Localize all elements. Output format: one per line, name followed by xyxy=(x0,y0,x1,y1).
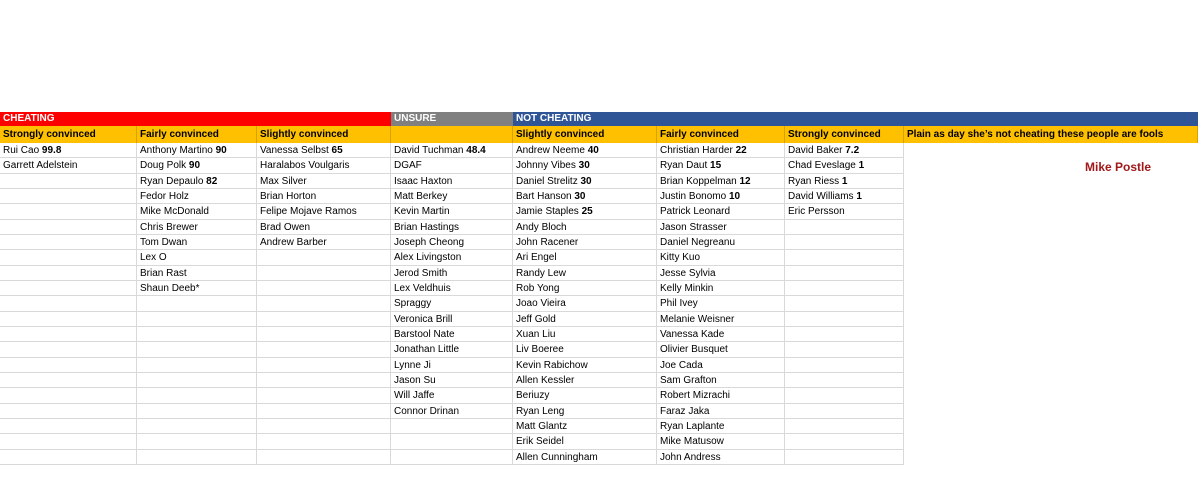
name-cell xyxy=(657,220,785,235)
name-cell xyxy=(137,312,257,327)
name-cell xyxy=(904,296,1198,311)
person-name: Kevin Rabichow xyxy=(516,359,588,371)
name-cell xyxy=(391,327,513,342)
name-cell xyxy=(513,250,657,265)
person-score: 48.4 xyxy=(466,145,486,156)
name-cell xyxy=(0,342,137,357)
name-cell xyxy=(657,450,785,465)
name-cell xyxy=(257,312,391,327)
person-name: Robert Mizrachi xyxy=(660,390,731,402)
name-cell xyxy=(657,404,785,419)
name-cell xyxy=(513,189,657,204)
category-not-cheating: NOT CHEATING xyxy=(513,112,904,126)
name-cell xyxy=(257,266,391,281)
person-name: David Tuchman xyxy=(394,145,464,156)
person-name: Max Silver xyxy=(260,175,307,187)
person-name: Rui Cao xyxy=(3,145,40,156)
name-cell xyxy=(785,342,904,357)
name-cell xyxy=(137,388,257,403)
person-score: 7.2 xyxy=(845,145,860,156)
name-cell xyxy=(257,189,391,204)
person-name: Brian Hastings xyxy=(394,221,460,233)
name-cell xyxy=(513,404,657,419)
name-cell xyxy=(785,189,904,204)
name-cell xyxy=(785,143,904,158)
person-name: Brad Owen xyxy=(260,221,311,233)
name-cell xyxy=(391,174,513,189)
name-cell xyxy=(785,358,904,373)
name-cell xyxy=(0,312,137,327)
name-cell xyxy=(137,158,257,173)
name-cell xyxy=(391,434,513,449)
person-name: Andrew Neeme xyxy=(516,145,585,156)
person-name: David Williams xyxy=(788,190,854,202)
name-cell xyxy=(513,235,657,250)
person-name: Joseph Cheong xyxy=(394,236,465,248)
person-name: Joe Cada xyxy=(660,359,703,371)
name-cell xyxy=(391,296,513,311)
name-cell xyxy=(785,158,904,173)
person-name: Kelly Minkin xyxy=(660,282,714,294)
person-name: Beriuzy xyxy=(516,390,550,402)
person-name: Erik Seidel xyxy=(516,436,564,448)
name-cell xyxy=(657,327,785,342)
person-name: Johnny Vibes xyxy=(516,160,576,172)
person-name: Isaac Haxton xyxy=(394,175,453,187)
person-name: Fedor Holz xyxy=(140,190,189,202)
name-cell xyxy=(904,174,1198,189)
name-cell xyxy=(257,281,391,296)
person-name: Felipe Mojave Ramos xyxy=(260,206,357,218)
name-cell xyxy=(513,388,657,403)
name-cell xyxy=(137,204,257,219)
category-unsure: UNSURE xyxy=(391,112,513,126)
name-cell xyxy=(904,220,1198,235)
name-cell xyxy=(137,434,257,449)
name-cell xyxy=(0,404,137,419)
person-name: Andrew Barber xyxy=(260,236,327,248)
name-cell xyxy=(904,450,1198,465)
name-cell xyxy=(137,358,257,373)
name-cell xyxy=(0,296,137,311)
name-cell xyxy=(137,373,257,388)
name-cell xyxy=(0,281,137,296)
person-name: Ryan Depaulo xyxy=(140,175,204,187)
person-name: Ryan Daut xyxy=(660,160,708,172)
column-6 xyxy=(785,143,904,465)
person-score: 15 xyxy=(710,160,722,172)
name-cell xyxy=(904,189,1198,204)
name-cell xyxy=(513,220,657,235)
name-cell xyxy=(257,158,391,173)
person-name: Shaun Deeb* xyxy=(140,282,200,294)
name-cell xyxy=(904,312,1198,327)
name-cell xyxy=(513,419,657,434)
name-cell xyxy=(257,450,391,465)
name-columns xyxy=(0,143,1198,465)
person-name: Alex Livingston xyxy=(394,252,462,264)
name-cell xyxy=(657,388,785,403)
name-cell xyxy=(657,158,785,173)
name-cell xyxy=(785,373,904,388)
subheader-cheating-strongly: Strongly convinced xyxy=(0,126,137,143)
person-name: Jerod Smith xyxy=(394,267,448,279)
name-cell xyxy=(785,388,904,403)
subheader-plain-as-day: Plain as day she’s not cheating these people are fools xyxy=(904,126,1198,143)
person-name: Andy Bloch xyxy=(516,221,567,233)
subheader-row xyxy=(0,126,1198,143)
person-name: Randy Lew xyxy=(516,267,567,279)
column-4 xyxy=(513,143,657,465)
person-score: 90 xyxy=(188,160,201,172)
name-cell xyxy=(785,266,904,281)
name-cell xyxy=(513,327,657,342)
person-name: John Andress xyxy=(660,451,721,463)
person-name: Ryan Riess xyxy=(788,175,840,187)
column-1 xyxy=(137,143,257,465)
name-cell xyxy=(904,434,1198,449)
name-cell xyxy=(904,358,1198,373)
name-cell xyxy=(391,235,513,250)
person-score: 1 xyxy=(858,160,865,172)
name-cell xyxy=(785,220,904,235)
name-cell xyxy=(257,373,391,388)
name-cell xyxy=(257,404,391,419)
person-name: Brian Koppelman xyxy=(660,175,737,187)
name-cell xyxy=(904,250,1198,265)
person-name: Chad Eveslage xyxy=(788,160,856,172)
person-name: Vanessa Kade xyxy=(660,328,725,340)
person-name: Matt Glantz xyxy=(516,420,568,432)
name-cell xyxy=(513,450,657,465)
name-cell xyxy=(0,158,137,173)
name-cell xyxy=(0,388,137,403)
person-name: Tom Dwan xyxy=(140,236,188,248)
person-name: Jesse Sylvia xyxy=(660,267,716,279)
name-cell xyxy=(657,204,785,219)
person-name: Kevin Martin xyxy=(394,206,450,218)
subheader-not-cheating-slightly: Slightly convinced xyxy=(513,126,657,143)
name-cell xyxy=(657,174,785,189)
name-cell xyxy=(391,342,513,357)
name-cell xyxy=(391,419,513,434)
name-cell xyxy=(137,189,257,204)
name-cell xyxy=(785,327,904,342)
person-name: Rob Yong xyxy=(516,282,560,294)
name-cell xyxy=(137,281,257,296)
name-cell xyxy=(657,419,785,434)
name-cell xyxy=(904,373,1198,388)
subheader-unsure xyxy=(391,126,513,143)
name-cell xyxy=(0,266,137,281)
name-cell xyxy=(137,220,257,235)
name-cell xyxy=(0,327,137,342)
name-cell xyxy=(513,204,657,219)
name-cell xyxy=(657,281,785,296)
name-cell xyxy=(904,158,1198,173)
name-cell xyxy=(904,404,1198,419)
name-cell xyxy=(391,189,513,204)
name-cell xyxy=(0,450,137,465)
person-name: Jeff Gold xyxy=(516,313,556,325)
name-cell xyxy=(137,296,257,311)
person-score: 82 xyxy=(206,175,218,187)
name-cell xyxy=(0,358,137,373)
subheader-not-cheating-fairly: Fairly convinced xyxy=(657,126,785,143)
person-name: Spraggy xyxy=(394,298,432,310)
name-cell xyxy=(657,358,785,373)
name-cell xyxy=(785,281,904,296)
person-name: Anthony Martino xyxy=(140,145,213,156)
person-name: David Baker xyxy=(788,145,843,156)
person-name: Melanie Weisner xyxy=(660,313,735,325)
person-name: Brian Horton xyxy=(260,190,317,202)
name-cell xyxy=(257,235,391,250)
name-cell xyxy=(0,143,137,158)
name-cell xyxy=(513,373,657,388)
name-cell xyxy=(391,373,513,388)
person-score: 99.8 xyxy=(41,145,62,156)
name-cell xyxy=(0,419,137,434)
name-cell xyxy=(657,189,785,204)
person-name: Kitty Kuo xyxy=(660,252,701,264)
person-score: 30 xyxy=(578,160,590,172)
name-cell xyxy=(0,250,137,265)
person-name: Doug Polk xyxy=(140,160,187,172)
name-cell xyxy=(657,373,785,388)
person-name: Justin Bonomo xyxy=(660,190,727,202)
person-name: Christian Harder xyxy=(660,145,733,156)
name-cell xyxy=(904,143,1198,158)
name-cell xyxy=(904,204,1198,219)
column-5 xyxy=(657,143,785,465)
name-cell xyxy=(513,434,657,449)
column-7 xyxy=(904,143,1198,465)
name-cell xyxy=(257,327,391,342)
name-cell xyxy=(257,174,391,189)
name-cell xyxy=(785,450,904,465)
name-cell xyxy=(785,296,904,311)
person-score: 1 xyxy=(856,190,862,202)
name-cell xyxy=(391,158,513,173)
name-cell xyxy=(257,358,391,373)
name-cell xyxy=(257,434,391,449)
name-cell xyxy=(137,266,257,281)
name-cell xyxy=(391,404,513,419)
person-name: Connor Drinan xyxy=(394,405,460,417)
name-cell xyxy=(0,204,137,219)
person-name: DGAF xyxy=(394,160,422,172)
person-name: Matt Berkey xyxy=(394,190,448,202)
person-score: 40 xyxy=(587,145,599,156)
name-cell xyxy=(785,419,904,434)
name-cell xyxy=(785,250,904,265)
name-cell xyxy=(257,388,391,403)
column-0 xyxy=(0,143,137,465)
name-cell xyxy=(785,312,904,327)
person-name: Bart Hanson xyxy=(516,190,572,202)
name-cell xyxy=(657,250,785,265)
name-cell xyxy=(657,143,785,158)
name-cell xyxy=(0,220,137,235)
name-cell xyxy=(785,404,904,419)
name-cell xyxy=(391,250,513,265)
name-cell xyxy=(391,312,513,327)
person-score: 10 xyxy=(728,190,741,202)
person-name: Lex Veldhuis xyxy=(394,282,451,294)
person-score: 65 xyxy=(331,145,343,156)
category-cheating: CHEATING xyxy=(0,112,391,126)
name-cell xyxy=(904,281,1198,296)
name-cell xyxy=(137,419,257,434)
name-cell xyxy=(904,235,1198,250)
name-cell xyxy=(513,358,657,373)
person-name: Lex O xyxy=(140,252,167,264)
name-cell xyxy=(657,342,785,357)
name-cell xyxy=(513,158,657,173)
person-name: Daniel Strelitz xyxy=(516,175,578,187)
name-cell xyxy=(257,296,391,311)
subheader-not-cheating-strongly: Strongly convinced xyxy=(785,126,904,143)
name-cell xyxy=(137,174,257,189)
person-score: 1 xyxy=(841,175,848,187)
person-name: Xuan Liu xyxy=(516,328,556,340)
name-cell xyxy=(0,235,137,250)
name-cell xyxy=(657,434,785,449)
name-cell xyxy=(785,204,904,219)
name-cell xyxy=(657,312,785,327)
category-row xyxy=(0,112,1198,126)
person-score: 22 xyxy=(735,145,747,156)
name-cell xyxy=(904,388,1198,403)
name-cell xyxy=(257,143,391,158)
person-name: Sam Grafton xyxy=(660,374,717,386)
name-cell xyxy=(0,373,137,388)
person-name: Ryan Leng xyxy=(516,405,565,417)
name-cell xyxy=(513,266,657,281)
name-cell xyxy=(391,450,513,465)
person-name: Lynne Ji xyxy=(394,359,431,371)
name-cell xyxy=(904,327,1198,342)
person-name: Garrett Adelstein xyxy=(3,160,78,172)
name-cell xyxy=(513,342,657,357)
person-name: Jason Strasser xyxy=(660,221,727,233)
name-cell xyxy=(137,250,257,265)
name-cell xyxy=(137,143,257,158)
name-cell xyxy=(513,143,657,158)
name-cell xyxy=(785,434,904,449)
name-cell xyxy=(257,250,391,265)
person-score: 90 xyxy=(215,145,227,156)
subheader-cheating-slightly: Slightly convinced xyxy=(257,126,391,143)
name-cell xyxy=(513,281,657,296)
name-cell xyxy=(391,388,513,403)
person-name: Allen Cunningham xyxy=(516,451,598,463)
name-cell xyxy=(904,342,1198,357)
person-name: Liv Boeree xyxy=(516,344,564,356)
name-cell xyxy=(785,235,904,250)
person-name: Brian Rast xyxy=(140,267,187,279)
person-name: Jason Su xyxy=(394,374,436,386)
person-name: Phil Ivey xyxy=(660,298,698,310)
person-name: Barstool Nate xyxy=(394,328,455,340)
person-name: Vanessa Selbst xyxy=(260,145,329,156)
name-cell xyxy=(0,174,137,189)
name-cell xyxy=(391,266,513,281)
name-cell xyxy=(391,204,513,219)
name-cell xyxy=(257,220,391,235)
person-name: Jamie Staples xyxy=(516,206,579,218)
column-3 xyxy=(391,143,513,465)
name-cell xyxy=(137,342,257,357)
person-name: Haralabos Voulgaris xyxy=(260,160,350,172)
name-cell xyxy=(137,235,257,250)
name-cell xyxy=(257,204,391,219)
person-score: 30 xyxy=(574,190,586,202)
name-cell xyxy=(391,358,513,373)
name-cell xyxy=(657,235,785,250)
name-cell xyxy=(785,174,904,189)
person-name: Daniel Negreanu xyxy=(660,236,736,248)
subheader-cheating-fairly: Fairly convinced xyxy=(137,126,257,143)
person-name: Eric Persson xyxy=(788,206,845,218)
person-name: Ari Engel xyxy=(516,252,557,264)
person-name: Allen Kessler xyxy=(516,374,575,386)
column-2 xyxy=(257,143,391,465)
person-name: Faraz Jaka xyxy=(660,405,710,417)
name-cell xyxy=(0,189,137,204)
person-name: Ryan Laplante xyxy=(660,420,725,432)
name-cell xyxy=(904,266,1198,281)
person-name: Chris Brewer xyxy=(140,221,198,233)
name-cell xyxy=(513,296,657,311)
person-name: Jonathan Little xyxy=(394,344,460,356)
category-extra xyxy=(904,112,1198,126)
name-cell xyxy=(513,174,657,189)
person-name: Will Jaffe xyxy=(394,390,435,402)
person-name: Mike Matusow xyxy=(660,436,724,448)
person-score: 30 xyxy=(580,175,592,187)
name-cell xyxy=(391,281,513,296)
name-cell xyxy=(137,450,257,465)
person-score: 12 xyxy=(739,175,751,187)
name-cell xyxy=(657,266,785,281)
name-cell xyxy=(137,404,257,419)
annotation-mike-postle: Mike Postle xyxy=(1085,160,1152,174)
name-cell xyxy=(904,419,1198,434)
person-name: Mike McDonald xyxy=(140,206,209,218)
person-name: Olivier Busquet xyxy=(660,344,728,356)
name-cell xyxy=(257,419,391,434)
person-name: Veronica Brill xyxy=(394,313,453,325)
name-cell xyxy=(657,296,785,311)
name-cell xyxy=(513,312,657,327)
name-cell xyxy=(137,327,257,342)
name-cell xyxy=(391,143,513,158)
name-cell xyxy=(0,434,137,449)
name-cell xyxy=(391,220,513,235)
person-name: Patrick Leonard xyxy=(660,206,731,218)
person-score: 25 xyxy=(581,206,593,218)
person-name: Joao Vieira xyxy=(516,298,566,310)
spreadsheet xyxy=(0,112,1198,465)
name-cell xyxy=(257,342,391,357)
person-name: John Racener xyxy=(516,236,579,248)
